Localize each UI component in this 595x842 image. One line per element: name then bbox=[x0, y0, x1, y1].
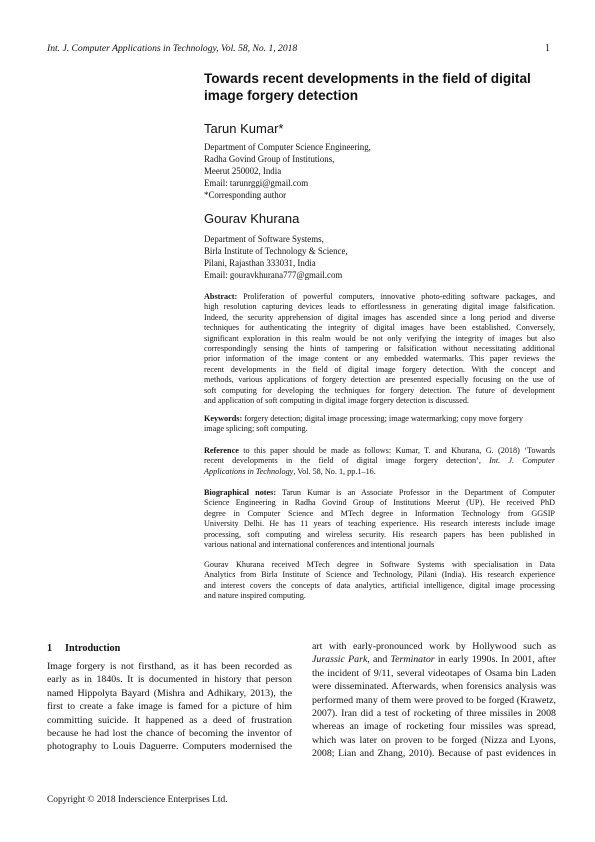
bio-line: processing, soft computing and wireless security. His research papers has been published in bbox=[204, 529, 555, 539]
keywords-line: forgery detection; digital image processing; image watermarking; copy move forgery bbox=[244, 414, 523, 423]
body-line: photography to Louis Daguerre. Computers modernised the bbox=[47, 741, 292, 753]
page-number: 1 bbox=[545, 43, 550, 54]
body-line: art with early-pronounced work by Hollywood such as bbox=[312, 641, 556, 652]
journal-header: Int. J. Computer Applications in Technology, Vol. 58, No. 1, 2018 bbox=[47, 43, 298, 54]
abstract-line: Indeed, the security apprehension of digital images has ascended since a long period and diverse bbox=[204, 312, 555, 322]
abstract-line: high resolution capturing devices leads to effortlessness in generating digital image falsification. bbox=[204, 302, 555, 312]
biographical-notes bbox=[204, 488, 555, 550]
body-line: whereas an image of rocketing four missiles was spread, bbox=[312, 721, 556, 733]
copyright-notice: Copyright © 2018 Inderscience Enterprises Ltd. bbox=[47, 795, 228, 805]
body-line: which was later on proven to be forged (Nizza and Lyons, bbox=[312, 734, 556, 746]
left-column-text bbox=[47, 660, 292, 754]
reference-line: , Vol. 58, No. 1, pp.1–16. bbox=[293, 466, 376, 476]
body-line: the incident of 9/11, several videotapes of Osama bin Laden bbox=[312, 667, 556, 679]
bio-line: degree in Computer Science and MTech degree in Information Technology from GGSIP bbox=[204, 508, 555, 518]
body-line: committing suicide. It happened as a deed of frustration bbox=[47, 714, 292, 726]
affiliation-line: Pilani, Rajasthan 333031, India bbox=[204, 258, 316, 269]
keywords bbox=[204, 414, 555, 435]
citation-reference bbox=[204, 446, 555, 477]
biographical-notes-second bbox=[204, 560, 555, 602]
bio-line: various national and international conferences and intentional journals bbox=[204, 540, 435, 550]
section-heading bbox=[47, 643, 120, 654]
reference-line: to this paper should be made as follows: Kumar, T. and Khurana, G. (2018) ‘Towards bbox=[243, 446, 556, 455]
reference-journal: Applications in Technology bbox=[204, 466, 294, 476]
affiliation-line: Birla Institute of Technology & Science, bbox=[204, 246, 348, 257]
affiliation-line: Meerut 250002, India bbox=[204, 166, 282, 177]
bio-line: Science Engineering in Radha Govind Group of Institutions Meerut (UP). He received PhD bbox=[204, 498, 555, 508]
abstract-label: Abstract: bbox=[204, 292, 238, 301]
author-name: Gourav Khurana bbox=[204, 211, 300, 226]
abstract-line: prior information of the image content or any embedded watermarks. This paper reviews the bbox=[204, 354, 555, 364]
affiliation-line: Radha Govind Group of Institutions, bbox=[204, 154, 335, 165]
keywords-line: image splicing; soft computing. bbox=[204, 424, 308, 434]
abstract-line: soft computing for developing the techniques for forgery detection. The future of development bbox=[204, 385, 555, 395]
film-title: Jurassic Park bbox=[312, 654, 368, 666]
bio-line: Analytics from Birla Institute of Science and Technology, Pilani (India). His research experience bbox=[204, 570, 555, 580]
body-line: first to create a fake image is famed for a picture of him bbox=[47, 701, 292, 713]
body-line: because he had lost the chance of becoming the inventor of bbox=[47, 728, 292, 740]
abstract-line: recent developments in the field of digital image forgery detection. With the concept and bbox=[204, 364, 555, 374]
body-line: performed many of them were proved to be forged (Krawetz, bbox=[312, 694, 556, 706]
affiliation-line: Department of Computer Science Engineering, bbox=[204, 142, 371, 152]
bio-line: and nature inspired computing. bbox=[204, 591, 306, 601]
keywords-label: Keywords: bbox=[204, 414, 243, 423]
abstract-line: methods, various applications of forgery detection are presented especially focusing on the use of bbox=[204, 375, 555, 385]
right-column-text bbox=[312, 640, 556, 761]
author-email: Email: tarunrggi@gmail.com bbox=[204, 178, 309, 189]
title-line: Towards recent developments in the field of digital bbox=[204, 71, 531, 86]
abstract-line: Proliferation of powerful computers, innovative photo-editing software packages, and bbox=[243, 292, 555, 301]
abstract-line: and application of soft computing in digital image forgery detection is discussed. bbox=[204, 396, 469, 406]
author-affiliation bbox=[204, 141, 371, 201]
body-line: were disseminated. Afterwards, when forensics analysis was bbox=[312, 681, 556, 693]
bio-label: Biographical notes: bbox=[204, 488, 277, 497]
section-title: Introduction bbox=[65, 643, 121, 654]
body-line: named Hippolyta Bayard (Mishra and Adhikary, 2013), the bbox=[47, 687, 292, 699]
abstract-line: correspondingly sensing the hints of tampering or falsification without necessitating additional bbox=[204, 344, 555, 354]
reference-journal: Int. J. Computer bbox=[489, 456, 555, 466]
abstract-line: significant exploration in this realm would be not only verifying the integrity of images but also bbox=[204, 333, 555, 343]
body-line: 2007). Iran did a test of rocketing of three missiles in 2008 bbox=[312, 708, 556, 720]
abstract bbox=[204, 292, 555, 406]
body-line: 2008; Lian and Zhang, 2010). Because of past evidences in bbox=[312, 748, 556, 760]
body-line: Jurassic Park, and Terminator in early 1990s. In 2001, after bbox=[312, 654, 556, 666]
body-line: early as in 1840s. It is documented in history that person bbox=[47, 674, 292, 686]
body-line: Image forgery is not firsthand, as it has been recorded as bbox=[47, 661, 292, 672]
film-title: Terminator bbox=[390, 654, 435, 666]
author-email: Email: gouravkhurana777@gmail.com bbox=[204, 270, 343, 281]
reference-line: recent developments in the field of digital image forgery detection’, bbox=[204, 456, 481, 466]
reference-label: Reference bbox=[204, 446, 239, 455]
affiliation-line: Department of Software Systems, bbox=[204, 234, 324, 244]
corresponding-author-note: *Corresponding author bbox=[204, 190, 287, 201]
author-affiliation bbox=[204, 233, 348, 281]
bio-line: Tarun Kumar is an Associate Professor in the Department of Computer bbox=[282, 488, 555, 497]
bio-line: Gourav Khurana received MTech degree in Software Systems with specialisation in Data bbox=[204, 560, 555, 569]
bio-line: and interest covers the concepts of data analytics, artificial intelligence, digital image processing bbox=[204, 580, 555, 590]
title-line: image forgery detection bbox=[204, 88, 359, 103]
bio-line: University Delhi. He has 11 years of teaching experience. His research interests include image bbox=[204, 519, 555, 529]
paper-title bbox=[204, 70, 564, 104]
author-name: Tarun Kumar* bbox=[204, 121, 284, 136]
section-number: 1 bbox=[47, 643, 53, 654]
abstract-line: techniques for authenticating the integrity of digital images have been established. Conversely, bbox=[204, 323, 555, 333]
